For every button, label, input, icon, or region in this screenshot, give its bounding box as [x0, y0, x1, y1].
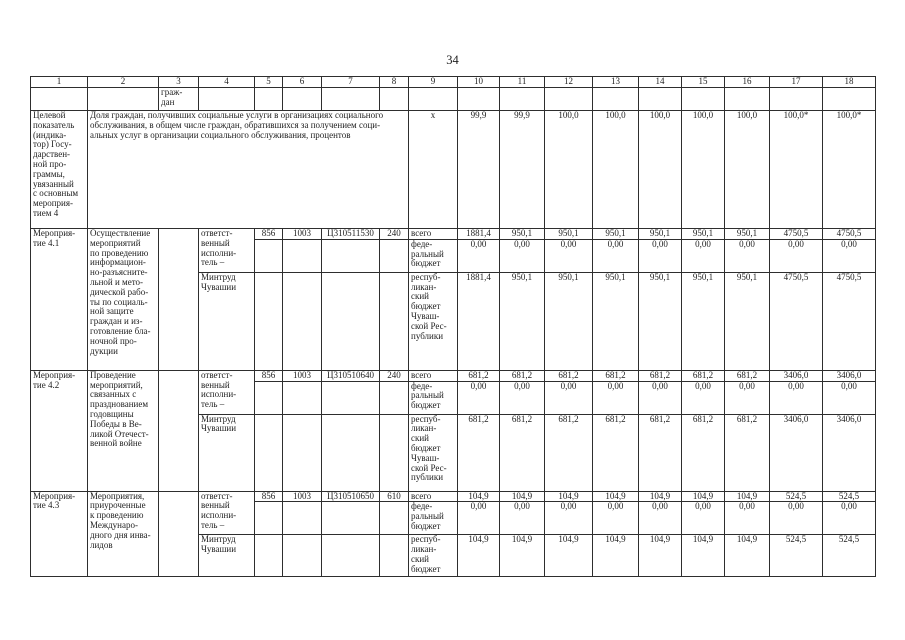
- funding-value: 0,00: [458, 502, 500, 535]
- target-indicator-description: Доля граждан, получивших социальные услуги в организациях социального обслуживания, в общем числе граждан, обратившихся за получением соци- альных услуг в организации социального обслуживания, процентов: [88, 111, 409, 229]
- funding-value: 3406,0: [770, 414, 823, 491]
- funding-source-label: респуб- ликан- ский бюджет Чуваш- ской Рес- публики: [409, 272, 458, 370]
- funding-value: 524,5: [823, 535, 876, 577]
- continuation-cell: [639, 88, 682, 111]
- funding-source-label: респуб- ликан- ский бюджет Чуваш- ской Рес- публики: [409, 414, 458, 491]
- funding-value: 0,00: [770, 381, 823, 414]
- funding-value: 681,2: [500, 370, 545, 381]
- column-number-header: 12: [545, 77, 593, 88]
- funding-value: 681,2: [458, 370, 500, 381]
- column-number-header: 3: [159, 77, 199, 88]
- continuation-cell: [255, 88, 283, 111]
- table-cell-empty: [283, 381, 322, 414]
- table-cell-empty: [255, 272, 283, 370]
- funding-value: 950,1: [500, 272, 545, 370]
- budget-code-cell: Ц310511530: [322, 229, 380, 240]
- budget-code-cell: 240: [380, 370, 409, 381]
- funding-value: 3406,0: [823, 370, 876, 381]
- table-cell-empty: [380, 535, 409, 577]
- funding-value: 4750,5: [823, 229, 876, 240]
- funding-source-label: всего: [409, 229, 458, 240]
- measure-label: Мероприя- тие 4.3: [31, 491, 88, 577]
- measure-total-row: [31, 229, 876, 240]
- target-indicator-row: [31, 111, 876, 229]
- continuation-cell: [88, 88, 159, 111]
- funding-value: 0,00: [682, 381, 725, 414]
- funding-value: 681,2: [458, 414, 500, 491]
- funding-source-label: респуб- ликан- ский бюджет: [409, 535, 458, 577]
- measure-label: Мероприя- тие 4.1: [31, 229, 88, 371]
- table-cell-empty: [255, 239, 283, 272]
- target-indicator-value: 100,0*: [823, 111, 876, 229]
- target-indicator-source-cell: х: [409, 111, 458, 229]
- column-number-header: 7: [322, 77, 380, 88]
- funding-value: 681,2: [545, 414, 593, 491]
- funding-value: 0,00: [725, 502, 770, 535]
- table-cell-empty: [322, 272, 380, 370]
- funding-value: 1881,4: [458, 272, 500, 370]
- funding-value: 950,1: [682, 272, 725, 370]
- target-indicator-value: 100,0: [725, 111, 770, 229]
- column-number-header: 10: [458, 77, 500, 88]
- funding-value: 3406,0: [823, 414, 876, 491]
- funding-value: 950,1: [545, 229, 593, 240]
- table-cell-empty: [255, 502, 283, 535]
- funding-value: 524,5: [770, 491, 823, 502]
- funding-value: 681,2: [545, 370, 593, 381]
- funding-value: 104,9: [458, 535, 500, 577]
- funding-value: 0,00: [545, 502, 593, 535]
- table-cell-empty: [283, 502, 322, 535]
- table-cell-empty: [159, 229, 199, 371]
- table-cell-empty: [322, 502, 380, 535]
- continuation-cell: граж- дан: [159, 88, 199, 111]
- table-cell-empty: [159, 370, 199, 491]
- target-indicator-value: 99,9: [500, 111, 545, 229]
- continuation-cell: [31, 88, 88, 111]
- funding-value: 104,9: [725, 535, 770, 577]
- funding-value: 0,00: [823, 381, 876, 414]
- funding-value: 104,9: [500, 491, 545, 502]
- funding-source-label: всего: [409, 370, 458, 381]
- funding-value: 0,00: [823, 239, 876, 272]
- funding-value: 0,00: [823, 502, 876, 535]
- table-cell-empty: [380, 272, 409, 370]
- table-cell-empty: [283, 272, 322, 370]
- responsible-executor-name: Минтруд Чувашии: [199, 414, 255, 491]
- funding-value: 104,9: [593, 535, 639, 577]
- funding-value: 104,9: [545, 535, 593, 577]
- funding-value: 104,9: [639, 535, 682, 577]
- continuation-cell: [682, 88, 725, 111]
- table-cell-empty: [283, 414, 322, 491]
- funding-value: 681,2: [593, 414, 639, 491]
- target-indicator-value: 100,0: [545, 111, 593, 229]
- responsible-executor-label: ответст- венный исполни- тель –: [199, 229, 255, 273]
- table-cell-empty: [380, 414, 409, 491]
- budget-code-cell: 1003: [283, 370, 322, 381]
- measure-label: Мероприя- тие 4.2: [31, 370, 88, 491]
- funding-value: 950,1: [593, 272, 639, 370]
- table-cell-empty: [255, 535, 283, 577]
- funding-value: 4750,5: [770, 229, 823, 240]
- funding-value: 0,00: [770, 502, 823, 535]
- budget-code-cell: 240: [380, 229, 409, 240]
- table-cell-empty: [255, 414, 283, 491]
- continuation-row: [31, 88, 876, 111]
- continuation-cell: [458, 88, 500, 111]
- column-number-header: 17: [770, 77, 823, 88]
- target-indicator-value: 100,0: [593, 111, 639, 229]
- budget-code-cell: 610: [380, 491, 409, 502]
- measure-name: Осуществление мероприятий по проведению информацион- но-разъясните- льной и мето- дической рабо- ты по социаль- ной защите граждан и из- готовление бла- ночной про- дукции: [88, 229, 159, 371]
- continuation-cell: [500, 88, 545, 111]
- target-indicator-value: 99,9: [458, 111, 500, 229]
- funding-value: 0,00: [639, 502, 682, 535]
- continuation-cell: [199, 88, 255, 111]
- funding-value: 950,1: [725, 229, 770, 240]
- table-cell-empty: [322, 381, 380, 414]
- funding-source-label: феде- ральный бюджет: [409, 502, 458, 535]
- program-funding-table: [30, 76, 876, 577]
- column-number-header: 9: [409, 77, 458, 88]
- measure-total-row: [31, 370, 876, 381]
- funding-value: 0,00: [639, 239, 682, 272]
- table-cell-empty: [159, 491, 199, 577]
- funding-source-label: феде- ральный бюджет: [409, 239, 458, 272]
- continuation-cell: [593, 88, 639, 111]
- funding-value: 950,1: [500, 229, 545, 240]
- funding-value: 0,00: [593, 502, 639, 535]
- column-number-header: 16: [725, 77, 770, 88]
- funding-value: 4750,5: [770, 272, 823, 370]
- table-cell-empty: [283, 535, 322, 577]
- table-cell-empty: [322, 414, 380, 491]
- table-cell-empty: [380, 239, 409, 272]
- responsible-executor-name: Минтруд Чувашии: [199, 272, 255, 370]
- table-cell-empty: [380, 502, 409, 535]
- funding-value: 104,9: [593, 491, 639, 502]
- funding-value: 950,1: [725, 272, 770, 370]
- funding-value: 0,00: [770, 239, 823, 272]
- continuation-cell: [725, 88, 770, 111]
- responsible-executor-name: Минтруд Чувашии: [199, 535, 255, 577]
- funding-value: 681,2: [725, 370, 770, 381]
- funding-value: 0,00: [725, 381, 770, 414]
- budget-code-cell: 1003: [283, 491, 322, 502]
- funding-source-label: феде- ральный бюджет: [409, 381, 458, 414]
- funding-value: 0,00: [639, 381, 682, 414]
- funding-value: 0,00: [593, 381, 639, 414]
- continuation-cell: [409, 88, 458, 111]
- funding-value: 104,9: [682, 491, 725, 502]
- continuation-cell: [770, 88, 823, 111]
- continuation-cell: [545, 88, 593, 111]
- funding-value: 681,2: [639, 370, 682, 381]
- target-indicator-value: 100,0: [682, 111, 725, 229]
- column-number-header: 5: [255, 77, 283, 88]
- funding-value: 0,00: [458, 381, 500, 414]
- table-cell-empty: [322, 239, 380, 272]
- responsible-executor-label: ответст- венный исполни- тель –: [199, 491, 255, 535]
- funding-value: 681,2: [639, 414, 682, 491]
- funding-value: 950,1: [545, 272, 593, 370]
- budget-code-cell: 1003: [283, 229, 322, 240]
- continuation-cell: [380, 88, 409, 111]
- funding-value: 681,2: [593, 370, 639, 381]
- continuation-cell: [823, 88, 876, 111]
- column-number-header: 1: [31, 77, 88, 88]
- budget-code-cell: Ц310510640: [322, 370, 380, 381]
- funding-value: 950,1: [639, 229, 682, 240]
- budget-code-cell: Ц310510650: [322, 491, 380, 502]
- table-cell-empty: [255, 381, 283, 414]
- funding-value: 104,9: [725, 491, 770, 502]
- table-cell-empty: [380, 381, 409, 414]
- column-number-header: 11: [500, 77, 545, 88]
- column-number-header: 18: [823, 77, 876, 88]
- funding-value: 0,00: [500, 381, 545, 414]
- funding-value: 950,1: [593, 229, 639, 240]
- funding-value: 681,2: [682, 414, 725, 491]
- measure-name: Проведение мероприятий, связанных с празднованием годовщины Победы в Ве- ликой Отечест- венной войне: [88, 370, 159, 491]
- column-number-header: 2: [88, 77, 159, 88]
- funding-value: 0,00: [545, 381, 593, 414]
- table-cell-empty: [322, 535, 380, 577]
- column-number-header: 15: [682, 77, 725, 88]
- target-indicator-value: 100,0*: [770, 111, 823, 229]
- funding-value: 104,9: [458, 491, 500, 502]
- responsible-executor-label: ответст- венный исполни- тель –: [199, 370, 255, 414]
- funding-value: 0,00: [593, 239, 639, 272]
- target-indicator-label: Целевой показатель (индика- тор) Госу- дарствен- ной про- граммы, увязанный с основным мероприя- тием 4: [31, 111, 88, 229]
- funding-value: 4750,5: [823, 272, 876, 370]
- column-number-header: 4: [199, 77, 255, 88]
- funding-value: 950,1: [682, 229, 725, 240]
- funding-value: 104,9: [500, 535, 545, 577]
- measure-total-row: [31, 491, 876, 502]
- budget-code-cell: 856: [255, 229, 283, 240]
- page-number: 34: [446, 53, 459, 67]
- funding-value: 104,9: [545, 491, 593, 502]
- funding-value: 524,5: [823, 491, 876, 502]
- funding-value: 0,00: [458, 239, 500, 272]
- column-number-header: 13: [593, 77, 639, 88]
- column-number-header: 14: [639, 77, 682, 88]
- funding-value: 3406,0: [770, 370, 823, 381]
- funding-value: 950,1: [639, 272, 682, 370]
- funding-value: 0,00: [545, 239, 593, 272]
- funding-value: 681,2: [500, 414, 545, 491]
- funding-value: 0,00: [725, 239, 770, 272]
- column-number-header: 8: [380, 77, 409, 88]
- funding-value: 681,2: [725, 414, 770, 491]
- target-indicator-value: 100,0: [639, 111, 682, 229]
- column-number-header: 6: [283, 77, 322, 88]
- continuation-cell: [283, 88, 322, 111]
- funding-value: 0,00: [682, 239, 725, 272]
- budget-code-cell: 856: [255, 370, 283, 381]
- measure-name: Мероприятия, приуроченные к проведению Междунаро- дного дня инва- лидов: [88, 491, 159, 577]
- funding-value: 104,9: [639, 491, 682, 502]
- funding-value: 0,00: [500, 239, 545, 272]
- continuation-cell: [322, 88, 380, 111]
- funding-value: 681,2: [682, 370, 725, 381]
- funding-value: 524,5: [770, 535, 823, 577]
- funding-value: 1881,4: [458, 229, 500, 240]
- column-number-row: [31, 77, 876, 88]
- funding-value: 104,9: [682, 535, 725, 577]
- funding-value: 0,00: [682, 502, 725, 535]
- funding-source-label: всего: [409, 491, 458, 502]
- table-cell-empty: [283, 239, 322, 272]
- funding-value: 0,00: [500, 502, 545, 535]
- budget-code-cell: 856: [255, 491, 283, 502]
